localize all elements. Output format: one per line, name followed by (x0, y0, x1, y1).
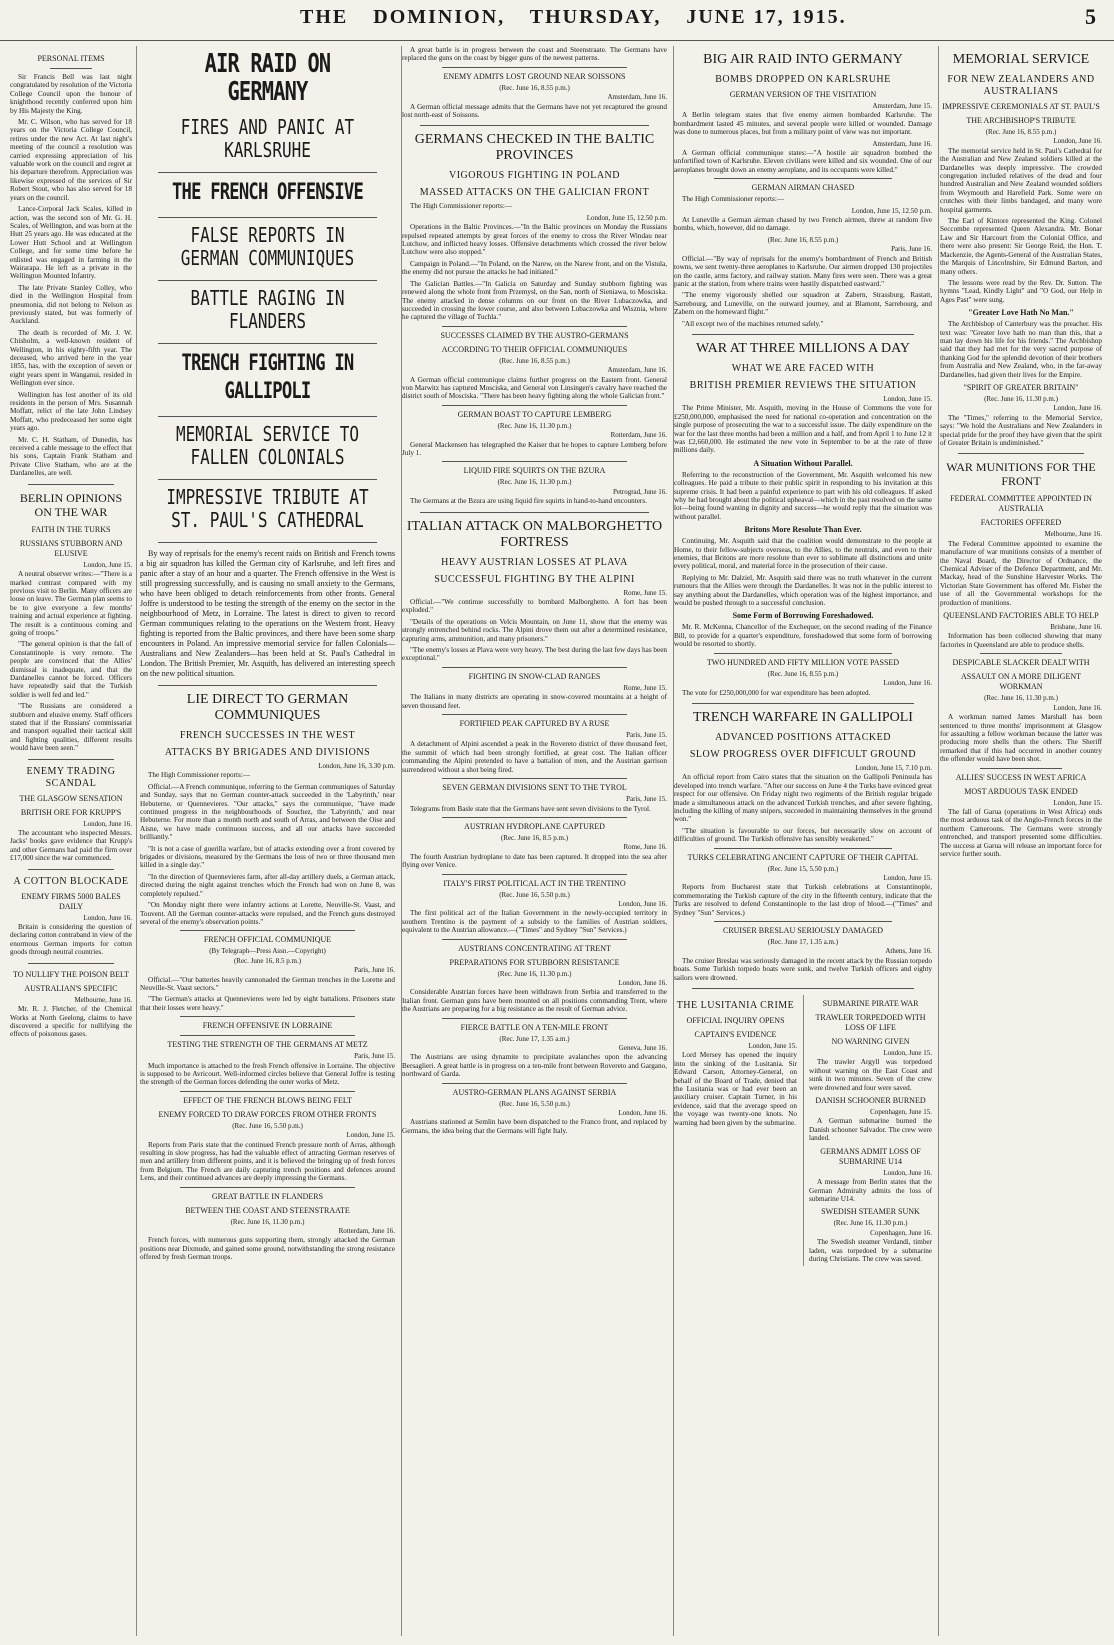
dateline: Paris, June 16. (891, 245, 932, 254)
dateline: London, June 16. (83, 913, 132, 922)
paragraph: A German official message admits that the Germans have not yet recaptured the ground lost north-east of Soissons. (402, 102, 667, 120)
dateline: London, June 15, 12.50 p.m. (851, 206, 932, 215)
subheadline: ACCORDING TO THEIR OFFICIAL COMMUNIQUES (441, 344, 628, 354)
received-line: (Rec. June 16, 11.30 p.m.) (497, 478, 572, 487)
dateline: Rome, June 15. (623, 588, 667, 597)
paragraph: The Italians in many districts are operating in snow-covered mountains at a height of seven thousand feet. (402, 693, 667, 710)
crosshead: "Greater Love Hath No Man." (968, 308, 1074, 318)
paragraph: French forces, with numerous guns supporting them, strongly attacked the German positions near Dixmude, and gained some ground, notwithstanding the strong resistance offered by fresh German troops. (140, 1236, 395, 1262)
paragraph: Mr. R. J. Fletcher, of the Chemical Works at North Geelong, claims to have discovered a specific for nullifying the effects of poisonous gases. (10, 1005, 132, 1039)
divider (28, 963, 114, 964)
divider (180, 1035, 355, 1036)
divider (180, 1091, 355, 1092)
paragraph: The High Commissioner reports:— (682, 195, 785, 204)
headline: ENEMY TRADING SCANDAL (26, 765, 116, 789)
paragraph: "The general opinion is that the fall of Constantinople is very remote. The people are convinced that the Allies' dismissal is inadequate, and that the Dardanelles cannot be forced. Officers have repeatedly said that the Turkish soldier is well fed and led." (10, 640, 132, 699)
headline: WAR AT THREE MILLIONS A DAY (695, 340, 911, 356)
divider (158, 172, 377, 173)
subheadline: FIERCE BATTLE ON A TEN-MILE FRONT (460, 1022, 609, 1032)
paragraph: The "Times," referring to the Memorial Service, says: "We hold the Australians and New Zealanders in special pride for the proof they have given that the spirit of Greater Britain is undiminished." (940, 413, 1102, 447)
dateline: London, June 16. (1053, 404, 1102, 413)
dateline: London, June 15. (883, 873, 932, 882)
paragraph: Mr. C. H. Statham, of Dunedin, has received a cable message to the effect that his sons, Captain Frank Statham and Private Clive Statham, who are at the Dardanelles, are well. (10, 435, 132, 478)
divider (714, 921, 892, 922)
divider (714, 653, 892, 654)
dateline: London, June 16. (883, 1168, 932, 1177)
paragraph: "The situation is favourable to our forces, but necessarily slow on account of difficulties of ground. The Turkish offensive has sensibly weakened." (674, 826, 932, 844)
dateline: London, June 16. (618, 978, 667, 987)
divider (158, 416, 377, 417)
paragraph: Lord Mersey has opened the inquiry into the sinking of the Lusitania. Sir Edward Carson, Attorney-General, on behalf of the Board of Trade, denied that the Lusitania was or had ever been an auxiliary cruiser. Captain Turner, in his evidence, said that the average speed on the voyage was twenty-one knots. No warning had been given by the submarine. (674, 1051, 797, 1127)
paragraph: General Mackensen has telegraphed the Kaiser that he hopes to capture Lemberg before July 1. (402, 440, 667, 457)
paragraph: Reports from Paris state that the continued French pressure north of Arras, although resulting in slow progress, has had the valuable effect of attracting German reserves of men and artillery from different points, and it is believed the bringing up of fresh forces from Belgium. The French are daily capturing trench positions and defences around Lens, and their continued advances are deeply impressing the Germans. (140, 1140, 395, 1183)
paragraph: Telegrams from Basle state that the Germans have sent seven divisions to the Tyrol. (410, 804, 651, 813)
received-line: (Rec. June 16, 11.30 p.m.) (497, 421, 572, 430)
subheadline: MOST ARDUOUS TASK ENDED (964, 786, 1078, 796)
subheadline: GREAT BATTLE IN FLANDERS (211, 1191, 324, 1201)
paragraph: The Federal Committee appointed to examine the manufacture of war munitions consists of a member of the Naval Board, the Director of Ordnance, the Chemical Adviser of the Defence Department, and Mr. Mackay, head of the Sunshine Harvester Works. The Victorian State Government has offered Mr. Fisher the use of all the Governmental workshops for the production of munitions. (940, 539, 1102, 607)
dateline: London, June 16. (83, 819, 132, 828)
paragraph: A workman named James Marshall has been sentenced to three months' imprisonment at Glasgow for assaulting a fellow workman because the latter was producing more shells than the others. The Sheriff remarked that if this had occurred in another country the offender would have been shot. (940, 713, 1102, 764)
dateline: London, June 15, 12.50 p.m. (586, 213, 667, 222)
paragraph: Operations in the Baltic Provinces.—"In the Baltic provinces on Monday the Russians repulsed repeated attempts by great forces of the enemy to cross the River Windau near Lutchow, and inflicted heavy losses. Offensive detachments which crossed the river below Lutchow were also stopped." (402, 223, 667, 257)
subheadline: GERMANS ADMIT LOSS OF SUBMARINE U14 (820, 1146, 921, 1166)
dateline: London, June 15. (748, 1042, 797, 1051)
subheadline: IMPRESSIVE CEREMONIALS AT ST. PAUL'S (942, 102, 1100, 111)
dateline: Geneva, June 16. (618, 1044, 667, 1052)
paragraph: The fourth Austrian hydroplane to date has been captured. It dropped into the sea after flying over Venice. (402, 852, 667, 870)
divider (442, 405, 627, 406)
main-headline: AIR RAID ON GERMANY (204, 49, 331, 107)
page-number: 5 (1085, 4, 1096, 29)
subheadline: TWO HUNDRED AND FIFTY MILLION VOTE PASSED (706, 657, 900, 667)
subheadline: SUCCESSFUL FIGHTING BY THE ALPINI (434, 573, 635, 585)
headline: BATTLE RAGING IN FLANDERS (190, 286, 345, 333)
received-line: (Rec. June 16, 11.30 p.m.) (497, 969, 572, 978)
divider (442, 817, 627, 818)
masthead (0, 0, 1114, 41)
headline: PERSONAL ITEMS (37, 54, 105, 63)
dateline: Paris, June 15. (354, 1052, 395, 1061)
subheadline: FRENCH SUCCESSES IN THE WEST (179, 730, 356, 741)
dateline: London, June 15. (883, 1049, 932, 1058)
paragraph: An official report from Cairo states that the situation on the Gallipoli Peninsula has developed into trench warfare. "After our success on June 4 the Turks have evinced great respect for our offensive. On Friday night two regiments of the British regular brigade made a simultaneous attack on the advanced Turkish trenches, and after severe fighting, including the killing of many snipers, succeeded in maintaining themselves in the ground won." (674, 773, 932, 824)
paragraph: "The enemy vigorously shelled our squadron at Zabern, Strassburg, Rastatt, Sarrebourg, and Luneville, on the outward journey, and at Blamont, Sarrebourg, and Zabern on the homeward flight." (674, 291, 932, 317)
divider (714, 848, 892, 849)
divider (158, 542, 377, 543)
paragraph: Campaign in Poland.—"In Poland, on the Narew, on the Narew front, and on the Vistula, the enemy did not pursue the attacks he had initiated." (402, 259, 667, 277)
dateline: Paris, June 15. (626, 731, 667, 740)
dateline: Rome, June 16. (623, 843, 667, 852)
dateline: London, June 16. (618, 899, 667, 908)
subheadline: ADVANCED POSITIONS ATTACKED (715, 731, 891, 743)
paragraph: "The enemy's losses at Plava were very heavy. The best during the last few days has been exceptional." (402, 646, 667, 663)
dateline: Melbourne, June 16. (1044, 530, 1102, 539)
subheadline: BRITISH ORE FOR KRUPP'S (20, 807, 122, 817)
received-line: (Rec. June 16, 11.30 p.m.) (230, 1217, 305, 1226)
subheadline: ENEMY FIRMS 5000 BALES DAILY (21, 891, 121, 911)
paragraph: A message from Berlin states that the German Admiralty admits the loss of submarine U14. (809, 1178, 932, 1203)
divider (158, 479, 377, 480)
dateline: London, June 15. (83, 560, 132, 569)
headline: TRENCH WARFARE IN GALLIPOLI (693, 709, 913, 725)
divider (180, 1187, 355, 1188)
paragraph: A neutral observer writes:—"There is a marked contrast compared with my previous visit to Berlin. Many officers are loose on leave. The German plan seems to be to give everyone a few months' training and actual experience at fighting. The result is a continuous coming and going of troops." (10, 570, 132, 637)
column-2 (140, 46, 402, 1636)
bottom-split (674, 995, 932, 1266)
divider (420, 512, 649, 513)
divider (50, 68, 92, 69)
divider (442, 874, 627, 875)
masthead-the: THE (300, 6, 349, 28)
subheadline: FOR NEW ZEALANDERS AND AUSTRALIANS (947, 74, 1095, 97)
paragraph: Lance-Corporal Jack Scales, killed in action, was the second son of Mr. G. H. Scales, of Wellington, and was born at the Hutt 25 years ago. He was educated at the Lower Hutt School and at Wellington College, and for some time before he enlisted was engaged in farming in the Wairarapa. He left as a private in the Wellington Mounted Infantry. (10, 205, 132, 281)
divider (180, 930, 355, 931)
paragraph: Britain is considering the question of declaring cotton contraband in view of the enormous German imports for cotton goods through neutral countries. (10, 923, 132, 957)
subheadline: TRAWLER TORPEDOED WITH LOSS OF LIFE (815, 1013, 926, 1033)
masthead-name: DOMINION, (373, 6, 506, 28)
submarine-section (803, 995, 932, 1266)
subheadline: SUCCESSES CLAIMED BY THE AUSTRO-GERMANS (440, 330, 629, 340)
paragraph: The lessons were read by the Rev. Dr. Sutton. The hymns "Lead, Kindly Light" and "O God, our Help in Ages Past" were sung. (940, 278, 1102, 304)
divider (180, 1016, 355, 1017)
subheadline: GERMAN AIRMAN CHASED (751, 183, 855, 193)
subheadline: BOMBS DROPPED ON KARLSRUHE (715, 74, 891, 85)
headline: THE LUSITANIA CRIME (676, 1000, 795, 1012)
divider (692, 988, 914, 989)
subheadline: ITALY'S FIRST POLITICAL ACT IN THE TRENTINO (443, 878, 626, 888)
received-line: (Rec. June 16, 8.55 p.m.) (985, 128, 1057, 136)
crosshead: Some Form of Borrowing Foreshadowed. (732, 611, 874, 621)
dateline: London, June 15, 7.10 p.m. (855, 763, 932, 772)
column-3 (402, 46, 674, 1636)
subheadline: CAPTAIN'S EVIDENCE (694, 1030, 777, 1040)
paragraph: Information has been collected showing that many factories in Queensland are able to produce shells. (940, 632, 1102, 649)
dateline: Melbourne, June 16. (74, 995, 132, 1004)
paragraph: Continuing, Mr. Asquith said that the coalition would demonstrate to the people at Home, to their fellow-subjects overseas, to the Allies, to the neutrals, and even to their enemies, that Britons are more resolute than ever to sublimate all distinctions and unite every political, moral, and material force in the prosecution of their cause. (674, 537, 932, 571)
paragraph: The cruiser Breslau was seriously damaged in the recent attack by the Russian torpedo boats. Some Turkish torpedo boats were sunk, and twelve Turkish officers and eighty sailors were drowned. (674, 956, 932, 982)
divider (158, 685, 377, 686)
subheadline: THE GLASGOW SENSATION (19, 793, 123, 803)
paragraph: The Germans at the Bzura are using liquid fire squirts in hand-to-hand encounters. (410, 497, 647, 506)
dateline: London, June 16. (618, 1109, 667, 1118)
received-line: (Rec. June 16, 8.55 p.m.) (767, 235, 839, 244)
dateline: Amsterdam, June 16. (872, 139, 932, 148)
paragraph: The Austrians are using dynamite to precipitate avalanches upon the advancing Bersaglieri. A great battle is in progress on a ten-mile front between Rovereto and Gargano, northward of Garda. (402, 1053, 667, 1079)
divider (442, 1018, 627, 1019)
paragraph: The Swedish steamer Verdandi, timber laden, was torpedoed by a submarine during Christians. The crew was saved. (809, 1238, 932, 1263)
paragraph: The Earl of Kintore represented the King. Colonel Seccombe represented Queen Alexandra. Mr. Bonar Law and Sir Harcourt from the Colonial Office, and there were also present: Sir George Reid, the Hon. T. Mackenzie, the Agents-General of the Australian States, the Marquis of Lincolnshire, Sir Edmund Barton, and many others. (940, 217, 1102, 276)
column-4 (674, 46, 939, 1636)
paragraph: The first political act of the Italian Government in the newly-occupied territory in southern Trentino is the payment of a subsidy to the families of Austrian soldiers, equivalent to the Austrian allowance.—("Times" and Sydney "Sun" Services.) (402, 909, 667, 935)
crosshead: A Situation Without Parallel. (753, 458, 853, 468)
headline: MEMORIAL SERVICE TO FALLEN COLONIALS (175, 422, 360, 469)
subheadline: RUSSIANS STUBBORN AND ELUSIVE (19, 538, 123, 558)
dateline: Amsterdam, June 16. (607, 93, 667, 102)
paragraph: The late Private Stanley Colley, who died in the Wellington Hospital from pneumonia, did not belong to Nelson as previously stated, but was formerly of Auckland. (10, 283, 132, 326)
headline: GERMANS CHECKED IN THE BALTIC PROVINCES (414, 132, 655, 164)
subheadline: ALLIES' SUCCESS IN WEST AFRICA (955, 772, 1087, 782)
paragraph: Mr. C. Wilson, who has served for 18 years on the Victoria College Council, retires under the new Act. At last night's meeting of the council a resolution was carried expressing appreciation of his valuable work on the council and regret at his departure therefrom. Appreciation was likewise expressed of the services of Sir Robert Stout, who has also served for 18 years on the council. (10, 118, 132, 202)
dateline: London, June 16, 3.30 p.m. (318, 762, 395, 770)
subheadline: AUSTRIANS CONCENTRATING AT TRENT (458, 943, 611, 953)
paragraph: Official.—A French communique, referring to the German communiques of Saturday and Sunday, says that no German counter-attack succeeded in the 'Labyrinth,' near Hebuterne, or Quennevieres. "Our attacks," says the communique, "have made continued progress in the neighbourhoods of Souchez, the 'Labyrinth,' and near Hebuterne. For more than a month north and south of Arras, and between the Oise and Aisne, we have made continuous success, and all our attacks have succeeded brilliantly." (140, 782, 395, 842)
subheadline: FRENCH OFFENSIVE IN LORRAINE (202, 1021, 333, 1031)
divider (442, 326, 627, 327)
subheadline: DESPICABLE SLACKER DEALT WITH (952, 658, 1090, 668)
crosshead: "SPIRIT OF GREATER BRITAIN" (963, 382, 1079, 392)
divider (442, 714, 627, 715)
divider (442, 1083, 627, 1084)
paragraph: The High Commissioner reports:— (410, 202, 513, 211)
subheadline: SLOW PROGRESS OVER DIFFICULT GROUND (689, 748, 917, 760)
subheadline: HEAVY AUSTRIAN LOSSES AT PLAVA (441, 556, 628, 568)
headline: SUBMARINE PIRATE WAR (822, 999, 919, 1009)
divider (442, 778, 627, 779)
subheadline: EFFECT OF THE FRENCH BLOWS BEING FELT (183, 1095, 352, 1105)
subheadline: PREPARATIONS FOR STUBBORN RESISTANCE (449, 957, 620, 967)
headline: BERLIN OPINIONS ON THE WAR (19, 490, 123, 519)
paragraph: Official.—"By way of reprisals for the enemy's bombardment of French and British towns, we sent twenty-three aeroplanes to Karlsruhe. Our airmen dropped 130 projectiles on the castle, arms factory, and railway station. Many fires were seen. There was a great panic at the station, from where trains were hastily dispatched eastward." (674, 254, 932, 288)
subheadline: ENEMY FORCED TO DRAW FORCES FROM OTHER FRONTS (158, 1109, 377, 1119)
received-line: (Rec. June 16, 11.30 p.m.) (833, 1219, 908, 1228)
subheadline: AUSTRO-GERMAN PLANS AGAINST SERBIA (452, 1087, 617, 1097)
subheadline: OFFICIAL INQUIRY OPENS (686, 1016, 785, 1026)
crosshead: Britons More Resolute Than Ever. (744, 525, 862, 535)
summary-paragraph: By way of reprisals for the enemy's recent raids on British and French towns a big air squadron has killed the German city of Karlsruhe, and left fires and panic after a stay of an hour and a quarter. The French offensive in the West is still progressing successfully, and is causing no small anxiety to the Germans, who have been obliged to detach reinforcements from other fronts. General Joffre is understood to be testing the strength of the enemy on the sector in the neighbourhood of Metz, in Lorraine. The latest is direct to given to record German communiques relating to the operations on the Western front. Heavy fighting is reported from the Baltic provinces, and there have been some sharp encounters in Poland. An impressive memorial service for fallen Colonials—Australians and New Zealanders—has been held at St. Paul's Cathedral in London. The British Premier, Mr. Asquith, has delivered an interesting speech on the new political situation. (140, 549, 395, 678)
paragraph: The Prime Minister, Mr. Asquith, moving in the House of Commons the vote for £250,000,000, emphasised the need for national co-operation and concentration on the single purpose of prosecuting the war to a successful issue. The daily expenditure on the war for the last three months had been a million and a half, and from April 1 to June 12 it was £2,660,000. He estimated the new vote in September to be at the rate of three millions daily. (674, 404, 932, 455)
dateline: London, June 16. (883, 679, 932, 688)
headline: TO NULLIFY THE POISON BELT (12, 969, 129, 979)
paragraph: Replying to Mr. Dalziel, Mr. Asquith said there was no truth whatever in the current rumours that the Allies were through the Dardanelles. It was not in the public interest to say anything about the Dardanelles, which operation was of the highest importance, and would be pushed through to a successful conclusion. (674, 573, 932, 608)
dateline: Paris, June 16. (354, 966, 395, 975)
headline: A COTTON BLOCKADE (13, 875, 129, 887)
divider (958, 453, 1084, 454)
paragraph: The trawler Argyll was torpedoed without warning on the East Coast and sunk in two minutes. Seven of the crew were drowned and four were saved. (809, 1058, 932, 1092)
divider (442, 667, 627, 668)
paragraph: Wellington has lost another of its old residents in the person of Mrs. Susannah Moffatt, relict of the late John Lindsey Moffatt, who predeceased her some eight years ago. (10, 390, 132, 433)
divider (980, 768, 1062, 769)
dateline: Amsterdam, June 15. (872, 102, 932, 110)
subheadline: FORTIFIED PEAK CAPTURED BY A RUSE (459, 719, 610, 729)
paragraph: Official.—"Our batteries heavily cannonaded the German trenches in the Lorette and Neuville-St. Vaast sectors." (140, 975, 395, 992)
subheadline: ENEMY ADMITS LOST GROUND NEAR SOISSONS (443, 71, 626, 81)
copyright-line: (By Telegraph—Press Assn.—Copyright) (209, 947, 326, 956)
subheadline: FAITH IN THE TURKS (31, 524, 111, 534)
paragraph: "It is not a case of guerilla warfare, but of attacks extending over a front covered by brigades or divisions, measured by the Germans the loss of two or three thousand men killed in a single day." (140, 844, 395, 870)
received-line: (Rec. June 17, 1.35 a.m.) (767, 938, 839, 946)
headline: WAR MUNITIONS FOR THE FRONT (946, 460, 1096, 489)
paragraph: Referring to the reconstruction of the Government, Mr. Asquith welcomed his new colleagues. He paid a tribute to their public spirit in responding to his invitation at this supreme crisis. It had been a painful experience to part with his old colleagues. If asked why he had brought about the political upheaval—which in the past resolved on the same lot—being found wanting in dignity and success—he would reply that the situation was without parallel. (674, 470, 932, 521)
dateline: Rotterdam, June 16. (338, 1227, 395, 1236)
received-line: (Rec. June 16, 11.30 p.m.) (984, 694, 1058, 703)
subheadline: AUSTRIAN HYDROPLANE CAPTURED (464, 821, 605, 831)
subheadline: DANISH SCHOONER BURNED (815, 1096, 926, 1106)
subheadline: BRITISH PREMIER REVIEWS THE SITUATION (689, 379, 917, 391)
dateline: Copenhagen, June 16. (870, 1228, 932, 1237)
dateline: Rome, June 15. (623, 683, 667, 692)
dateline: Copenhagen, June 15. (870, 1108, 932, 1117)
paragraph: Sir Francis Bell was last night congratulated by resolution of the Victoria College Council upon the honour of knighthood recently conferred upon him by His Majesty the King. (10, 73, 132, 115)
divider (420, 125, 649, 126)
received-line: (Rec. June 16, 11.30 p.m.) (984, 394, 1058, 403)
subheadline: SEVEN GERMAN DIVISIONS SENT TO THE TYROL (442, 783, 627, 793)
headline: FIRES AND PANIC AT KARLSRUHE (180, 115, 355, 162)
subheadline: FEDERAL COMMITTEE APPOINTED IN AUSTRALIA (950, 494, 1092, 514)
subheadline: SWEDISH STEAMER SUNK (821, 1207, 920, 1217)
paragraph: The death is recorded of Mr. J. W. Chisholm, a well-known resident of Wellington, in his eighty-fifth year. The deceased, who arrived here in the year 1855, has, with the exception of seven or eight years spent in Wanganui, resided in Wellington ever since. (10, 328, 132, 388)
paragraph: A detachment of Alpini ascended a peak in the Rovereto district of three thousand feet, the summit of which had been strongly fortified, at great cost. The Italian officer commanding the Alpini pretended to have a battalion of men, and the Austrian garrison surrendered without a shot being fired. (402, 740, 667, 774)
divider (442, 67, 627, 68)
masthead-date: JUNE 17, 1915. (686, 6, 847, 28)
paragraph: The High Commissioner reports:— (148, 771, 251, 780)
column-1 (10, 46, 137, 1636)
masthead-day: THURSDAY, (529, 6, 662, 28)
headline: MEMORIAL SERVICE (952, 52, 1090, 67)
dateline: Amsterdam, June 16. (607, 366, 667, 375)
received-line: (Rec. June 16, 8.55 p.m.) (767, 669, 839, 678)
paragraph: The Archbishop of Canterbury was the preacher. His text was: "Greater love hath no man than this, that a man lay down his life for his friends." The Archbishop said that they had met for the very sacred purpose of thanking God for the splendid devotion of their brothers from Australia and New Zealand, who, in the far-away Dardanelles, had given their lives for the Empire. (940, 320, 1102, 379)
received-line: (Rec. June 17, 1.35 a.m.) (499, 1034, 570, 1043)
subheadline: QUEENSLAND FACTORIES ABLE TO HELP (943, 611, 1099, 621)
dateline: Paris, June 15. (626, 795, 667, 804)
headline: TRENCH FIGHTING IN GALLIPOLI (181, 351, 354, 404)
paragraph: A great battle is in progress between the coast and Steenstraate. The Germans have replaced the guns on the coast by bigger guns of the newest patterns. (402, 46, 667, 63)
column-5 (940, 46, 1102, 1636)
subheadline: BETWEEN THE COAST AND STEENSTRAATE (185, 1205, 350, 1215)
divider (980, 653, 1062, 654)
subheadline: FRENCH OFFICIAL COMMUNIQUE (203, 935, 332, 945)
received-line: (Rec. June 15, 5.50 p.m.) (767, 864, 839, 873)
divider (692, 703, 914, 704)
received-line: (Rec. June 16, 5.50 p.m.) (499, 1099, 570, 1108)
paragraph: Much importance is attached to the fresh French offensive in Lorraine. The objective is supposed to be Avricourt. Well-informed circles believe that General Joffre is testing the strength of the German forces defending the outer works of Metz. (140, 1061, 395, 1087)
divider (714, 178, 892, 179)
paragraph: Considerable Austrian forces have been withdrawn from Serbia and transferred to the Italian front. German guns have been mounted on all positions commanding Trent, where the Austrians are preparing for a big resistance as the result of German advice. (402, 988, 667, 1014)
subheadline: NO WARNING GIVEN (831, 1037, 910, 1047)
dateline: Athens, June 16. (885, 947, 932, 956)
subheadline: WHAT WE ARE FACED WITH (731, 362, 875, 374)
dateline: London, June 15. (883, 394, 932, 403)
subheadline: VIGOROUS FIGHTING IN POLAND (449, 170, 620, 182)
received-line: (Rec. June 16, 8.5 p.m.) (233, 956, 302, 965)
paragraph: "The German's attacks at Quennevieres were led by eight battalions. Prisoners state that their losses were heavy." (140, 995, 395, 1012)
dateline: London, June 15. (346, 1131, 395, 1140)
subheadline: ATTACKS BY BRIGADES AND DIVISIONS (164, 747, 371, 758)
divider (158, 217, 377, 218)
subheadline: TURKS CELEBRATING ANCIENT CAPTURE OF THEIR CAPITAL (687, 852, 919, 862)
subheadline: FACTORIES OFFERED (980, 518, 1062, 528)
headline: FALSE REPORTS IN GERMAN COMMUNIQUES (180, 223, 355, 270)
subheadline: AUSTRALIAN'S SPECIFIC (24, 983, 118, 993)
subheadline: GERMAN VERSION OF THE VISITATION (729, 90, 877, 99)
received-line: (Rec. June 16, 5.50 p.m.) (499, 890, 570, 899)
paragraph: The memorial service held in St. Paul's Cathedral for the Australian and New Zealand soldiers killed at the Dardanelles was deeply impressive. The crowded congregation included relatives of the dead and four hundred Australian and New Zealand wounded soldiers from Weymouth and Harefield Park. Some were on crutches with their limbs bandaged, and many wore hospital garments. (940, 146, 1102, 214)
paragraph: A Berlin telegram states that five enemy airmen bombarded Karlsruhe. The bombardment lasted 45 minutes, and several people were killed or wounded. Damage was done to numerous places, but from a military point of view was not important. (674, 111, 932, 137)
subheadline: ASSAULT ON A MORE DILIGENT WORKMAN (960, 672, 1081, 692)
subheadline: CRUISER BRESLAU SERIOUSLY DAMAGED (722, 926, 884, 935)
divider (442, 939, 627, 940)
divider (28, 759, 114, 760)
divider (28, 869, 114, 870)
dateline: London, June 16. (1053, 137, 1102, 146)
headline: BIG AIR RAID INTO GERMANY (703, 52, 903, 67)
dateline: Brisbane, June 16. (1050, 623, 1102, 632)
paragraph: Austrians stationed at Semlin have been dispatched to the Franco front, and replaced by Germans, the idea being that the Germans will fight Italy. (402, 1118, 667, 1135)
divider (692, 334, 914, 335)
subheadline: LIQUID FIRE SQUIRTS ON THE BZURA (463, 466, 606, 476)
dateline: London, June 16. (1053, 703, 1102, 712)
paragraph: At Luneville a German airman chased by two French airmen, threw at random five bombs, which, however, did no damage. (674, 216, 932, 233)
subheadline: MASSED ATTACKS ON THE GALICIAN FRONT (419, 187, 650, 199)
paragraph: The accountant who inspected Messrs. Jacks' books gave evidence that Krupp's and other Germans had paid the firm over £17,000 since the war commenced. (10, 829, 132, 863)
paragraph: "All except two of the machines returned safely." (682, 319, 824, 328)
paragraph: The fall of Garua (operations in West Africa) ends the most arduous task of the Anglo-French forces in the northern Cameroons. The Germans were strongly entrenched, and transport presented some difficulties. The success at Garua will release an important force for service further south. (940, 807, 1102, 858)
paragraph: "On Monday night there were infantry actions at Lorette, Neuville-St. Vaast, and Touvent. All the German counter-attacks were repulsed, and the French guns destroyed several of the enemy's observation points." (140, 901, 395, 926)
dateline: Petrograd, June 16. (612, 487, 667, 496)
paragraph: A German submarine burned the Danish schooner Salvador. The crew were landed. (809, 1117, 932, 1143)
paragraph: The Galician Battles.—"In Galicia on Saturday and Sunday stubborn fighting was renewed along the whole front from Przemysl, on the San, north of Sieniawa, to Mosciska. The enemy attacked in dense columns on our front on the River Lubaczowka, and succeeded in crossing the lower course, and also between Lubaczowka and Wisznia, where he captured the village of Tuchla." (402, 279, 667, 322)
received-line: (Rec. June 16, 8.55 p.m.) (499, 83, 570, 92)
subheadline: THE ARCHBISHOP'S TRIBUTE (966, 116, 1076, 125)
subheadline: TESTING THE STRENGTH OF THE GERMANS AT METZ (167, 1040, 368, 1050)
paragraph: "The Russians are considered a stubborn and elusive enemy. Staff officers stated that if the Russians' commissariat and transport equalled their tactical skill and fighting qualities, different results would have been seen." (10, 702, 132, 753)
headline: THE FRENCH OFFENSIVE (171, 180, 364, 205)
divider (442, 461, 627, 462)
divider (28, 484, 114, 485)
paragraph: Reports from Bucharest state that Turkish celebrations at Constantinople, commemorating the Turkish capture of the city in the fifteenth century, indicate that the Turks are resolved to defend Constantinople to the last drop of blood.—("Times" and Sydney "Sun" Services.) (674, 883, 932, 917)
divider (158, 280, 377, 281)
paragraph: A German official communique claims further progress on the Eastern front. General von Marwitz has captured Mosciska, and General von Linsingen's cavalry have reached the district south of Mosciska. "There has been heavy fighting along the whole Galician front." (402, 375, 667, 401)
paragraph: Official.—"We continue successfully to bombard Malborghetto. A fort has been exploded." (402, 598, 667, 615)
dateline: London, June 15. (1053, 798, 1102, 807)
paragraph: "In the direction of Quennevieres farm, after all-day artillery duels, a German attack, directed during the night against trenches which the French had won on June 8, was completely repulsed." (140, 872, 395, 898)
subheadline: FIGHTING IN SNOW-CLAD RANGES (468, 671, 601, 681)
headline: ITALIAN ATTACK ON MALBORGHETTO FORTRESS (406, 518, 663, 550)
masthead-title (300, 6, 900, 29)
divider (158, 343, 377, 344)
received-line: (Rec. June 16, 8.5 p.m.) (500, 833, 569, 842)
dateline: Rotterdam, June 16. (610, 431, 667, 440)
lusitania-section (674, 995, 797, 1266)
paragraph: Mr. R. McKenna, Chancellor of the Exchequer, on the second reading of the Finance Bill, to provide for a quarter's expenditure, foreshadowed that some form of borrowing would be resorted to shortly. (674, 623, 932, 649)
paragraph: "Details of the operations on Velcis Mountain, on June 11, show that the enemy was strongly entrenched behind rocks. The Alpini drove them out after a determined resistance, capturing arms, ammunition, and many prisoners." (402, 617, 667, 643)
received-line: (Rec. June 16, 8.55 p.m.) (499, 356, 570, 365)
paragraph: The vote for £250,000,000 for war expenditure has been adopted. (682, 688, 871, 697)
subheadline: GERMAN BOAST TO CAPTURE LEMBERG (457, 409, 612, 419)
headline: LIE DIRECT TO GERMAN COMMUNIQUES (186, 692, 349, 723)
paragraph: A German official communique states:—"A hostile air squadron bombed the unfortified town of Karlsruhe. Eleven civilians were killed and six wounded. One of our aeroplanes brought down an enemy aeroplane, and its occupants were killed." (674, 149, 932, 174)
headline: IMPRESSIVE TRIBUTE AT ST. PAUL'S CATHEDRAL (166, 485, 369, 532)
received-line: (Rec. June 16, 5.50 p.m.) (232, 1121, 303, 1130)
